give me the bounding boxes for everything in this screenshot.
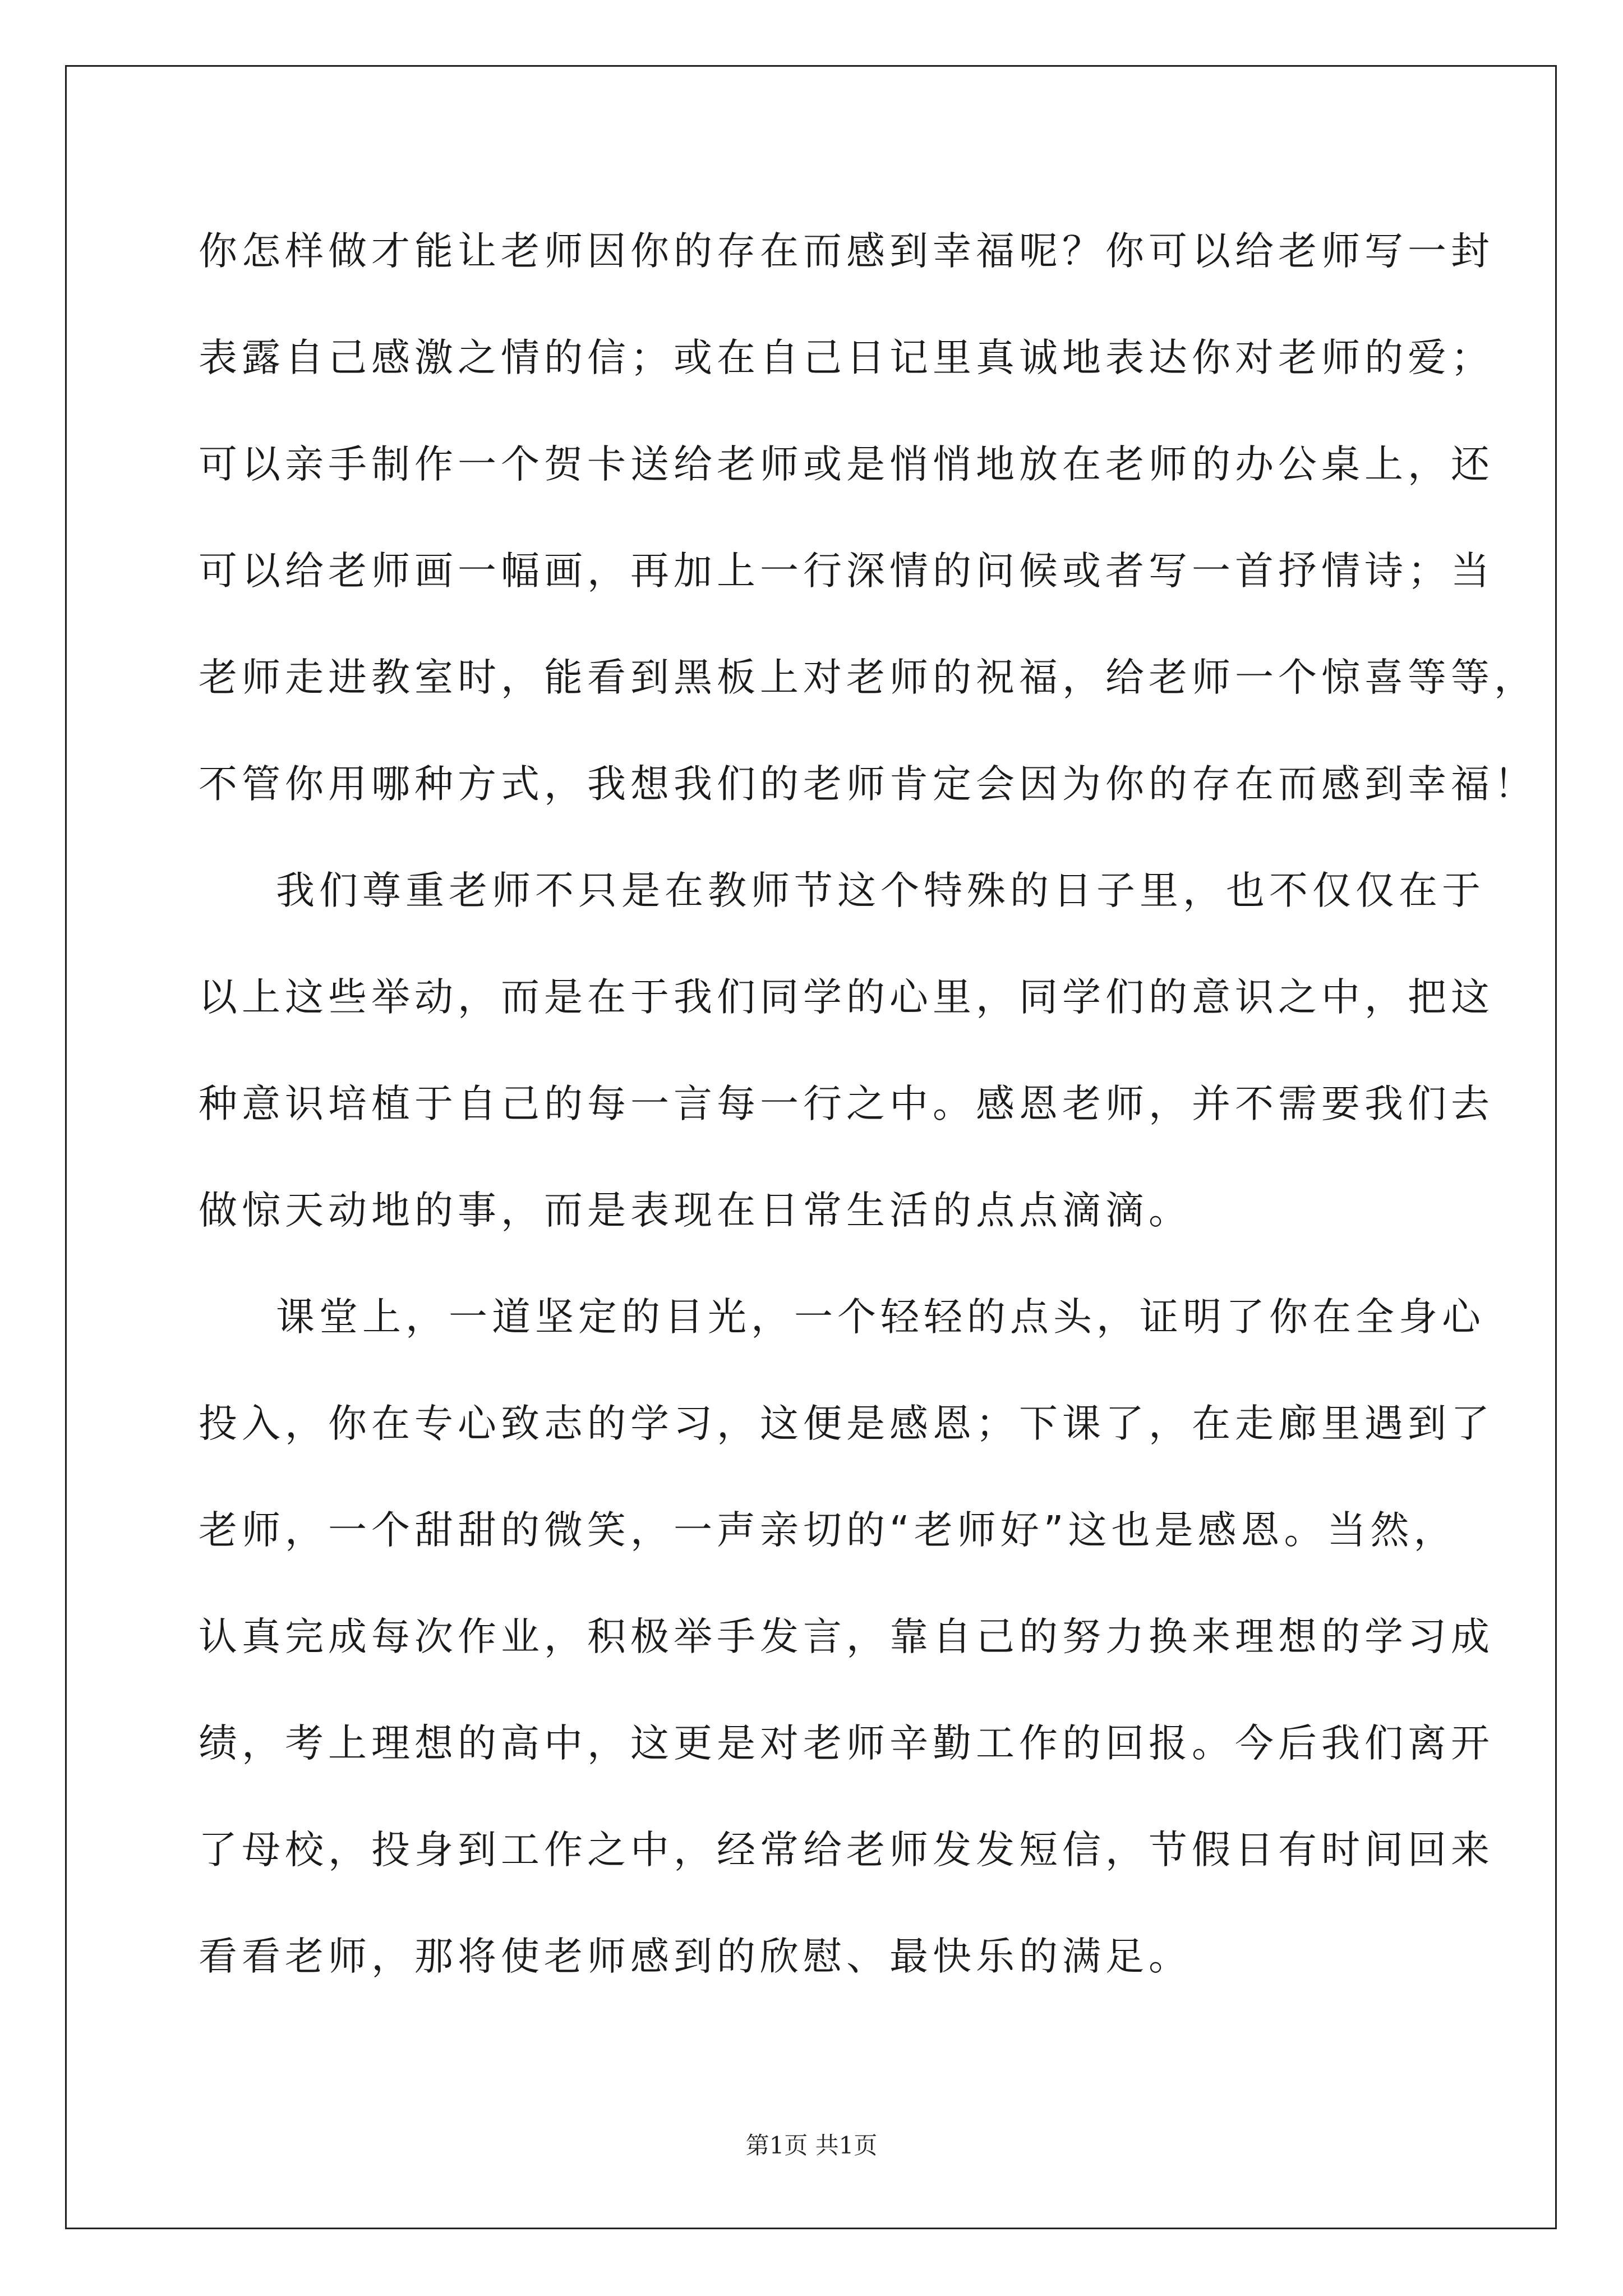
text-line: 认真完成每次作业，积极举手发言，靠自己的努力换来理想的学习成 bbox=[199, 1614, 1494, 1659]
text-line: 可以给老师画一幅画，再加上一行深情的问候或者写一首抒情诗；当 bbox=[199, 549, 1494, 593]
text-line: 你怎样做才能让老师因你的存在而感到幸福呢？你可以给老师写一封 bbox=[199, 229, 1494, 274]
text-line: 做惊天动地的事，而是表现在日常生活的点点滴滴。 bbox=[199, 1188, 1192, 1233]
text-line: 了母校，投身到工作之中，经常给老师发发短信，节假日有时间回来 bbox=[199, 1828, 1494, 1872]
text-line: 绩，考上理想的高中，这更是对老师辛勤工作的回报。今后我们离开 bbox=[199, 1721, 1494, 1766]
text-line: 以上这些举动，而是在于我们同学的心里，同学们的意识之中，把这 bbox=[199, 975, 1494, 1020]
text-line: 老师走进教室时，能看到黑板上对老师的祝福，给老师一个惊喜等等， bbox=[199, 655, 1537, 700]
text-line: 课堂上，一道坚定的目光，一个轻轻的点头，证明了你在全身心 bbox=[276, 1295, 1485, 1340]
text-line: 可以亲手制作一个贺卡送给老师或是悄悄地放在老师的办公桌上，还 bbox=[199, 442, 1494, 487]
text-line: 不管你用哪种方式，我想我们的老师肯定会因为你的存在而感到幸福！ bbox=[199, 762, 1537, 807]
text-line: 种意识培植于自己的每一言每一行之中。感恩老师，并不需要我们去 bbox=[199, 1082, 1494, 1126]
text-line: 我们尊重老师不只是在教师节这个特殊的日子里，也不仅仅在于 bbox=[276, 868, 1485, 913]
page-number-footer: 第1页 共1页 bbox=[745, 2132, 878, 2159]
text-line: 投入，你在专心致志的学习，这便是感恩；下课了，在走廊里遇到了 bbox=[199, 1401, 1494, 1446]
text-line: 看看老师，那将使老师感到的欣慰、最快乐的满足。 bbox=[199, 1934, 1192, 1979]
text-line: 表露自己感激之情的信；或在自己日记里真诚地表达你对老师的爱； bbox=[199, 335, 1494, 380]
text-line: 老师，一个甜甜的微笑，一声亲切的“老师好”这也是感恩。当然， bbox=[199, 1508, 1457, 1553]
